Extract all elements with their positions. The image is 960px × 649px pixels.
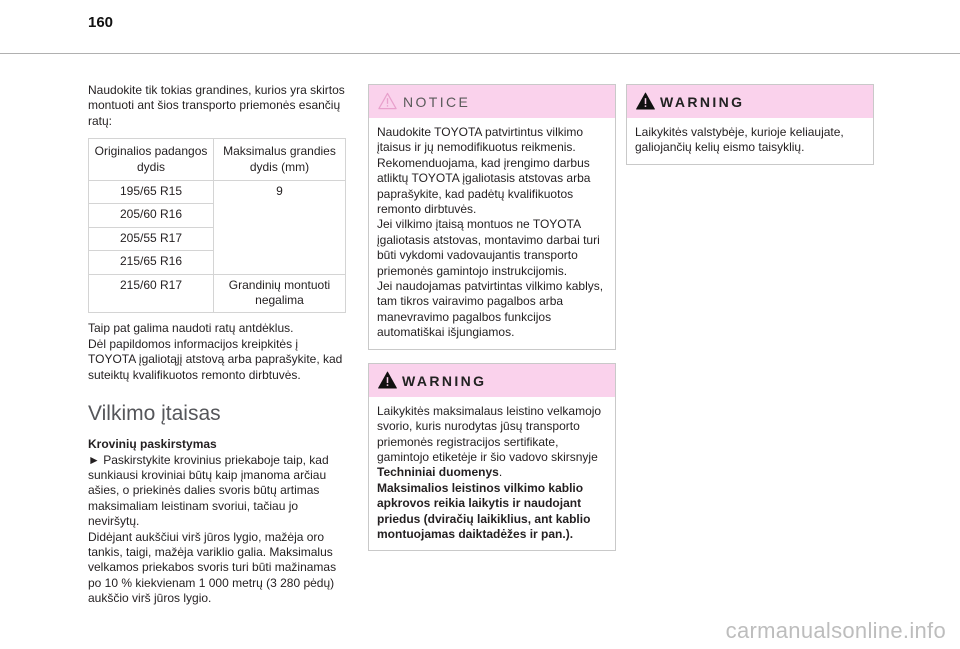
subheading: Krovinių paskirstymas [88, 437, 217, 452]
warning-triangle-icon [378, 92, 397, 110]
warning-text-bold: Techniniai duomenys [377, 465, 499, 480]
notice-box [368, 84, 616, 350]
middle-column [368, 84, 616, 551]
warning-text: Laikykitės valstybėje, kurioje keliaujate, galiojančių kelių eismo taisyklių. [635, 125, 844, 155]
warning-text-part: Laikykitės maksimalaus leistino velkamojo svorio, kuris nurodytas jūsų transporto priemonės registracijos sertifikate, gamintojo etiketėje ir šio vadovo skirsnyje [377, 403, 602, 464]
towing-body-text: ► Paskirstykite krovinius priekaboje taip, kad sunkiausi kroviniai būtų kaip įmanoma arčiau ašies, o priekinės dalies svoris būtų artimas maksimaliam leistinam svoriui, tačiau jo neviršytų. Didėjant aukščiui virš jūros lygio, mažėja oro tankis, taigi, mažėja variklio galia. Maksimalus velkamos priekabos svoris turi būti mažinamas po 10 % kiekvienam 1 000 metrų (3 280 pėdų) aukščio virš jūros lygio. [88, 452, 337, 606]
tire-size-cell: 205/55 R17 [89, 227, 214, 250]
right-column [626, 84, 874, 165]
max-chain-cell: Grandinių montuoti negalima [214, 274, 346, 313]
watermark: carmanualsonline.info [725, 618, 946, 643]
section-title: Vilkimo įtaisas [88, 402, 221, 426]
tire-size-cell: 195/65 R15 [89, 181, 214, 204]
header-divider [0, 53, 960, 54]
warning-triangle-icon [378, 371, 397, 389]
page-number: 160 [88, 14, 114, 31]
tire-size-cell: 215/60 R17 [89, 274, 214, 313]
header-tire-size: Originalios padangos dydis [89, 139, 214, 181]
left-column [88, 83, 346, 607]
table-row [89, 274, 346, 313]
warning-triangle-icon [636, 92, 655, 110]
warning-header [369, 364, 615, 397]
table-row [89, 181, 346, 204]
table-header-row [89, 139, 346, 181]
warning-label: WARNING [402, 372, 487, 389]
warning-box [626, 84, 874, 165]
tire-size-cell: 215/65 R16 [89, 251, 214, 274]
chain-size-table [88, 138, 346, 313]
intro-paragraph: Naudokite tik tokias grandines, kurios yra skirtos montuoti ant šios transporto priemonės esančių ratų: [88, 83, 345, 128]
notice-text: Naudokite TOYOTA patvirtintus vilkimo įtaisus ir jų nemodifikuotus reikmenis. Rekomenduojama, kad įrengimo darbus atliktų TOYOTA įgaliotasis atstovas arba paprašykite, kad padėtų kvalifikuotos remonto dirbtuvės. Jei vilkimo įtaisą montuos ne TOYOTA įgaliotasis atstovas, montavimo darbai turi būti vykdomi vadovaujantis transporto priemonės gamintojo instrukcijomis. Jei naudojamas patvirtintas vilkimo kablys, tam tikros vairavimo pagalbos arba manevravimo pagalbos funkcijos automatiškai išjungiamos. [377, 125, 604, 340]
warning-text-bold-para: Maksimalios leistinos vilkimo kablio apkrovos reikia laikytis ir naudojant priedus (dviračių laikiklius, ant kablio montuojamas daiktadėžes ir pan.). [377, 480, 591, 541]
warning-box [368, 363, 616, 552]
header-max-chain: Maksimalus grandies dydis (mm) [214, 139, 346, 181]
max-chain-cell: 9 [214, 181, 346, 275]
warning-header [627, 85, 873, 118]
tire-size-cell: 205/60 R16 [89, 204, 214, 227]
after-table-paragraph: Taip pat galima naudoti ratų antdėklus. Dėl papildomos informacijos kreipkitės į TOYOTA įgaliotąjį atstovą arba paprašykite, kad suteiktų kvalifikuotos remonto dirbtuvės. [88, 321, 343, 382]
notice-header [369, 85, 615, 118]
warning-label: WARNING [660, 94, 745, 110]
warning-text [377, 404, 606, 481]
notice-label: NOTICE [403, 94, 471, 110]
warning-text-end: . [498, 465, 503, 480]
